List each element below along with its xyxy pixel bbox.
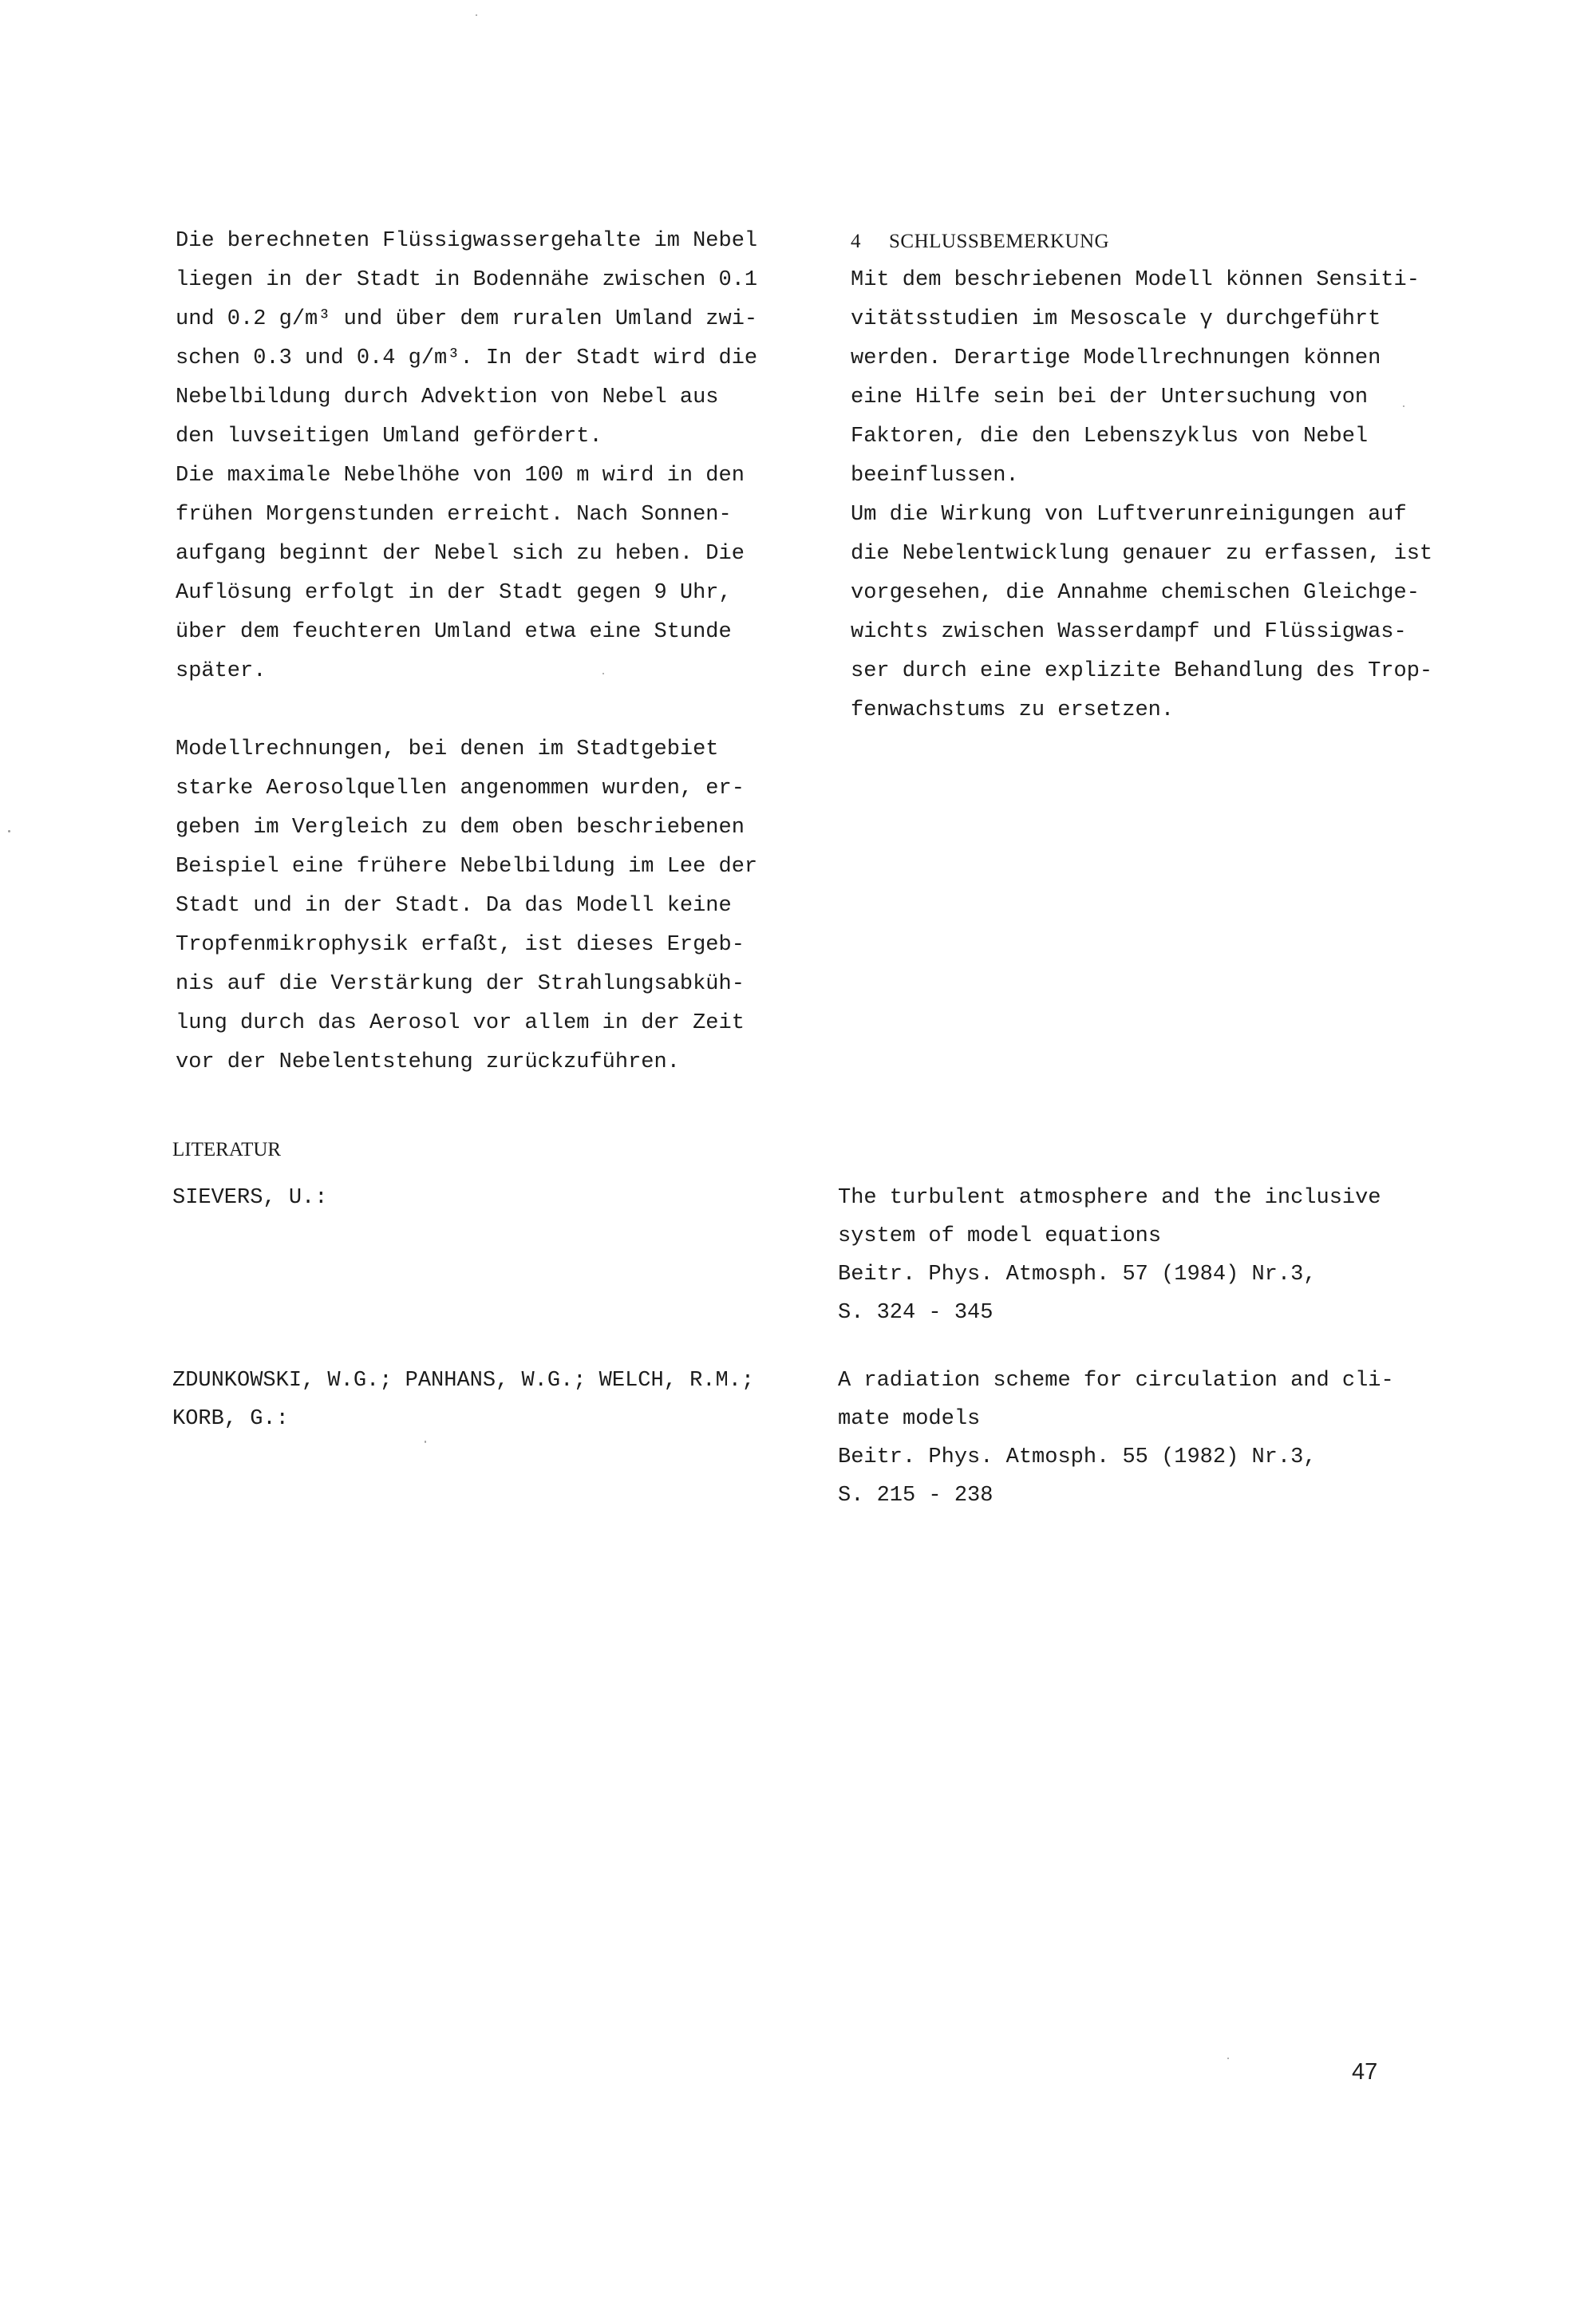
page-number: 47 — [1352, 2059, 1378, 2085]
right-column — [851, 222, 1457, 730]
text-line: Faktoren, die den Lebenszyklus von Nebel — [851, 425, 1369, 449]
text-line: vorgesehen, die Annahme chemischen Gleichge- — [851, 581, 1420, 605]
text-line: die Nebelentwicklung genauer zu erfassen, ist — [851, 542, 1433, 566]
reference-work — [838, 1179, 1476, 1332]
text-line: aufgang beginnt der Nebel sich zu heben. Die — [176, 542, 745, 566]
work-line: mate models — [838, 1407, 981, 1431]
text-line: schen 0.3 und 0.4 g/m³. In der Stadt wird die — [176, 346, 758, 370]
scan-speck — [1227, 2058, 1229, 2059]
text-line: Auflösung erfolgt in der Stadt gegen 9 Uhr, — [176, 581, 732, 605]
text-line: Nebelbildung durch Advektion von Nebel aus — [176, 385, 719, 409]
paragraph-conclusion — [851, 261, 1457, 496]
text-line: vitätsstudien im Mesoscale γ durchgeführt — [851, 307, 1381, 331]
text-line: Tropfenmikrophysik erfaßt, ist dieses Ergeb- — [176, 933, 745, 957]
scan-speck — [425, 1441, 426, 1443]
reference-author — [172, 1362, 811, 1438]
work-line: The turbulent atmosphere and the inclusive — [838, 1186, 1381, 1210]
text-line: geben im Vergleich zu dem oben beschriebenen — [176, 816, 745, 840]
reference-work — [838, 1362, 1476, 1515]
paragraph-outlook — [851, 496, 1457, 730]
work-line: system of model equations — [838, 1224, 1162, 1248]
reference-author — [172, 1179, 811, 1217]
left-column — [176, 222, 782, 1082]
section-heading — [851, 222, 1457, 261]
work-line: Beitr. Phys. Atmosph. 55 (1982) Nr.3, — [838, 1445, 1317, 1469]
work-line: S. 324 - 345 — [838, 1301, 994, 1325]
text-line: über dem feuchteren Umland etwa eine Stunde — [176, 620, 732, 644]
text-line: starke Aerosolquellen angenommen wurden, er- — [176, 777, 745, 801]
text-line: Modellrechnungen, bei denen im Stadtgebiet — [176, 737, 719, 761]
text-line: Beispiel eine frühere Nebelbildung im Lee der — [176, 855, 758, 879]
text-line: wichts zwischen Wasserdampf und Flüssigwas- — [851, 620, 1407, 644]
paragraph-liquid-water — [176, 222, 782, 457]
text-line: werden. Derartige Modellrechnungen können — [851, 346, 1381, 370]
section-number: 4 — [851, 231, 861, 252]
scan-speck — [1403, 405, 1404, 407]
section-title: SCHLUSSBEMERKUNG — [889, 231, 1110, 252]
paragraph-aerosol — [176, 730, 782, 1082]
scan-speck — [476, 14, 477, 16]
text-line: Die berechneten Flüssigwassergehalte im Nebel — [176, 229, 758, 253]
text-line: Die maximale Nebelhöhe von 100 m wird in den — [176, 464, 745, 488]
text-line: fenwachstums zu ersetzen. — [851, 698, 1175, 722]
text-line: Um die Wirkung von Luftverunreinigungen auf — [851, 503, 1407, 527]
author-line: ZDUNKOWSKI, W.G.; PANHANS, W.G.; WELCH, R.M.; — [172, 1369, 755, 1393]
text-line: Stadt und in der Stadt. Da das Modell keine — [176, 894, 732, 918]
scan-speck — [602, 673, 604, 674]
text-line: ser durch eine explizite Behandlung des Trop- — [851, 659, 1433, 683]
literature-heading: LITERATUR — [172, 1139, 282, 1160]
text-line: vor der Nebelentstehung zurückzuführen. — [176, 1050, 680, 1074]
paragraph-gap — [176, 691, 782, 730]
author-line: SIEVERS, U.: — [172, 1186, 328, 1210]
text-line: frühen Morgenstunden erreicht. Nach Sonnen- — [176, 503, 732, 527]
text-line: lung durch das Aerosol vor allem in der Zeit — [176, 1011, 745, 1035]
text-line: eine Hilfe sein bei der Untersuchung von — [851, 385, 1369, 409]
text-line: liegen in der Stadt in Bodennähe zwischen 0.1 — [176, 268, 758, 292]
text-line: später. — [176, 659, 267, 683]
text-line: beeinflussen. — [851, 464, 1019, 488]
author-line: KORB, G.: — [172, 1407, 289, 1431]
text-line: nis auf die Verstärkung der Strahlungsabküh- — [176, 972, 745, 996]
work-line: S. 215 - 238 — [838, 1484, 994, 1508]
work-line: A radiation scheme for circulation and cli- — [838, 1369, 1394, 1393]
text-line: den luvseitigen Umland gefördert. — [176, 425, 602, 449]
scan-speck — [8, 830, 10, 832]
work-line: Beitr. Phys. Atmosph. 57 (1984) Nr.3, — [838, 1263, 1317, 1287]
text-line: Mit dem beschriebenen Modell können Sensiti- — [851, 268, 1420, 292]
text-line: und 0.2 g/m³ und über dem ruralen Umland zwi- — [176, 307, 758, 331]
paragraph-fog-height — [176, 457, 782, 691]
